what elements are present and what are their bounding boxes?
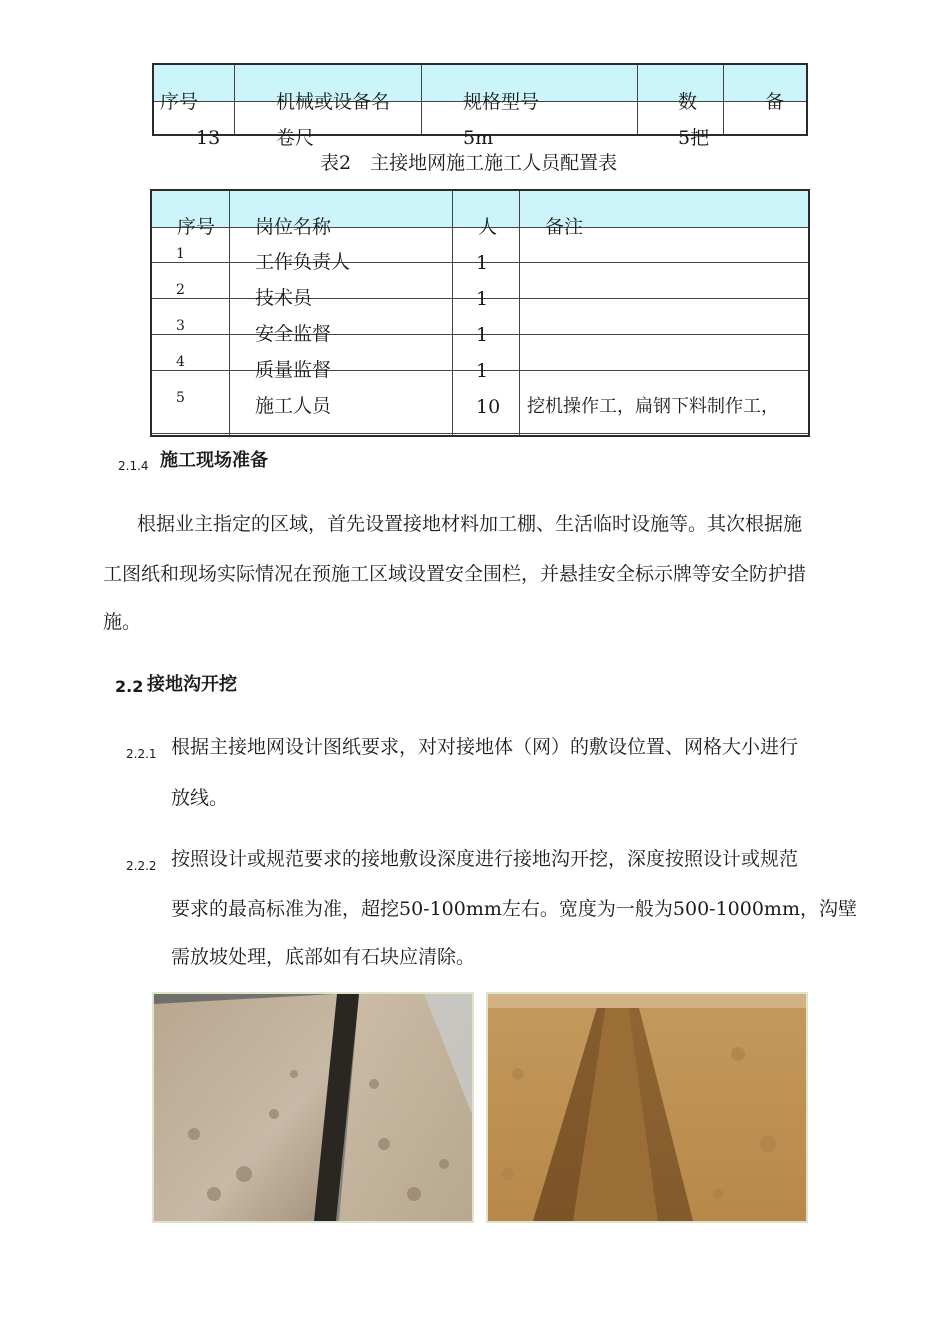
paragraph-line: 施。 — [103, 611, 142, 633]
item-line: 要求的最高标准为准，超挖50-100mm左右。宽度为一般为500-1000mm，沟壁 — [171, 898, 857, 920]
table2-caption: 表2 主接地网施工施工人员配置表 — [320, 152, 618, 174]
trench-photo-left — [152, 992, 474, 1223]
section-number: 2.2 — [115, 677, 144, 696]
table-row-index: 4 — [176, 354, 185, 370]
equipment-header-name: 机械或设备名 — [276, 91, 391, 113]
personnel-header-index: 序号 — [177, 216, 216, 238]
table-row-index: 1 — [176, 246, 185, 262]
table-row-role: 施工人员 — [255, 395, 332, 417]
table-row-index: 3 — [176, 318, 185, 334]
equipment-cell-name: 卷尺 — [276, 127, 315, 149]
table-row-role: 安全监督 — [255, 323, 332, 345]
trench-photo-right — [486, 992, 808, 1223]
personnel-header-role: 岗位名称 — [255, 216, 332, 238]
personnel-header-count: 人 — [478, 216, 498, 238]
table-row-count: 1 — [476, 324, 489, 346]
equipment-cell-spec: 5m — [463, 127, 494, 149]
table-row-count: 10 — [476, 396, 501, 418]
table-row-role: 质量监督 — [255, 359, 332, 381]
table-row-count: 1 — [476, 288, 489, 310]
table-row-role: 工作负责人 — [255, 251, 351, 273]
equipment-cell-index: 13 — [196, 127, 221, 149]
item-line: 需放坡处理，底部如有石块应清除。 — [171, 946, 476, 968]
table-row-remark: 挖机操作工，扁钢下料制作工， — [527, 396, 779, 417]
table-row-count: 1 — [476, 360, 489, 382]
personnel-header-remark: 备注 — [545, 216, 584, 238]
table-row-index: 2 — [176, 282, 185, 298]
item-number: 2.2.2 — [126, 859, 157, 873]
section-title: 接地沟开挖 — [147, 674, 237, 695]
table-row-index: 5 — [176, 390, 185, 406]
paragraph-line: 根据业主指定的区域，首先设置接地材料加工棚、生活临时设施等。其次根据施 — [137, 513, 803, 535]
paragraph-line: 工图纸和现场实际情况在预施工区域设置安全围栏，并悬挂安全标示牌等安全防护措 — [103, 563, 807, 585]
equipment-cell-qty: 5把 — [678, 127, 710, 149]
section-number: 2.1.4 — [118, 459, 149, 473]
item-number: 2.2.1 — [126, 747, 157, 761]
table-row-role: 技术员 — [255, 287, 313, 309]
equipment-header-qty: 数 — [678, 91, 698, 113]
equipment-header-spec: 规格型号 — [463, 91, 540, 113]
equipment-header-index: 序号 — [160, 91, 199, 113]
item-line: 按照设计或规范要求的接地敷设深度进行接地沟开挖，深度按照设计或规范 — [171, 848, 799, 870]
table-row-count: 1 — [476, 252, 489, 274]
item-line: 根据主接地网设计图纸要求，对对接地体（网）的敷设位置、网格大小进行 — [171, 736, 799, 758]
equipment-header-remark: 备 — [765, 91, 785, 113]
item-line: 放线。 — [171, 787, 229, 809]
section-title: 施工现场准备 — [160, 450, 268, 471]
